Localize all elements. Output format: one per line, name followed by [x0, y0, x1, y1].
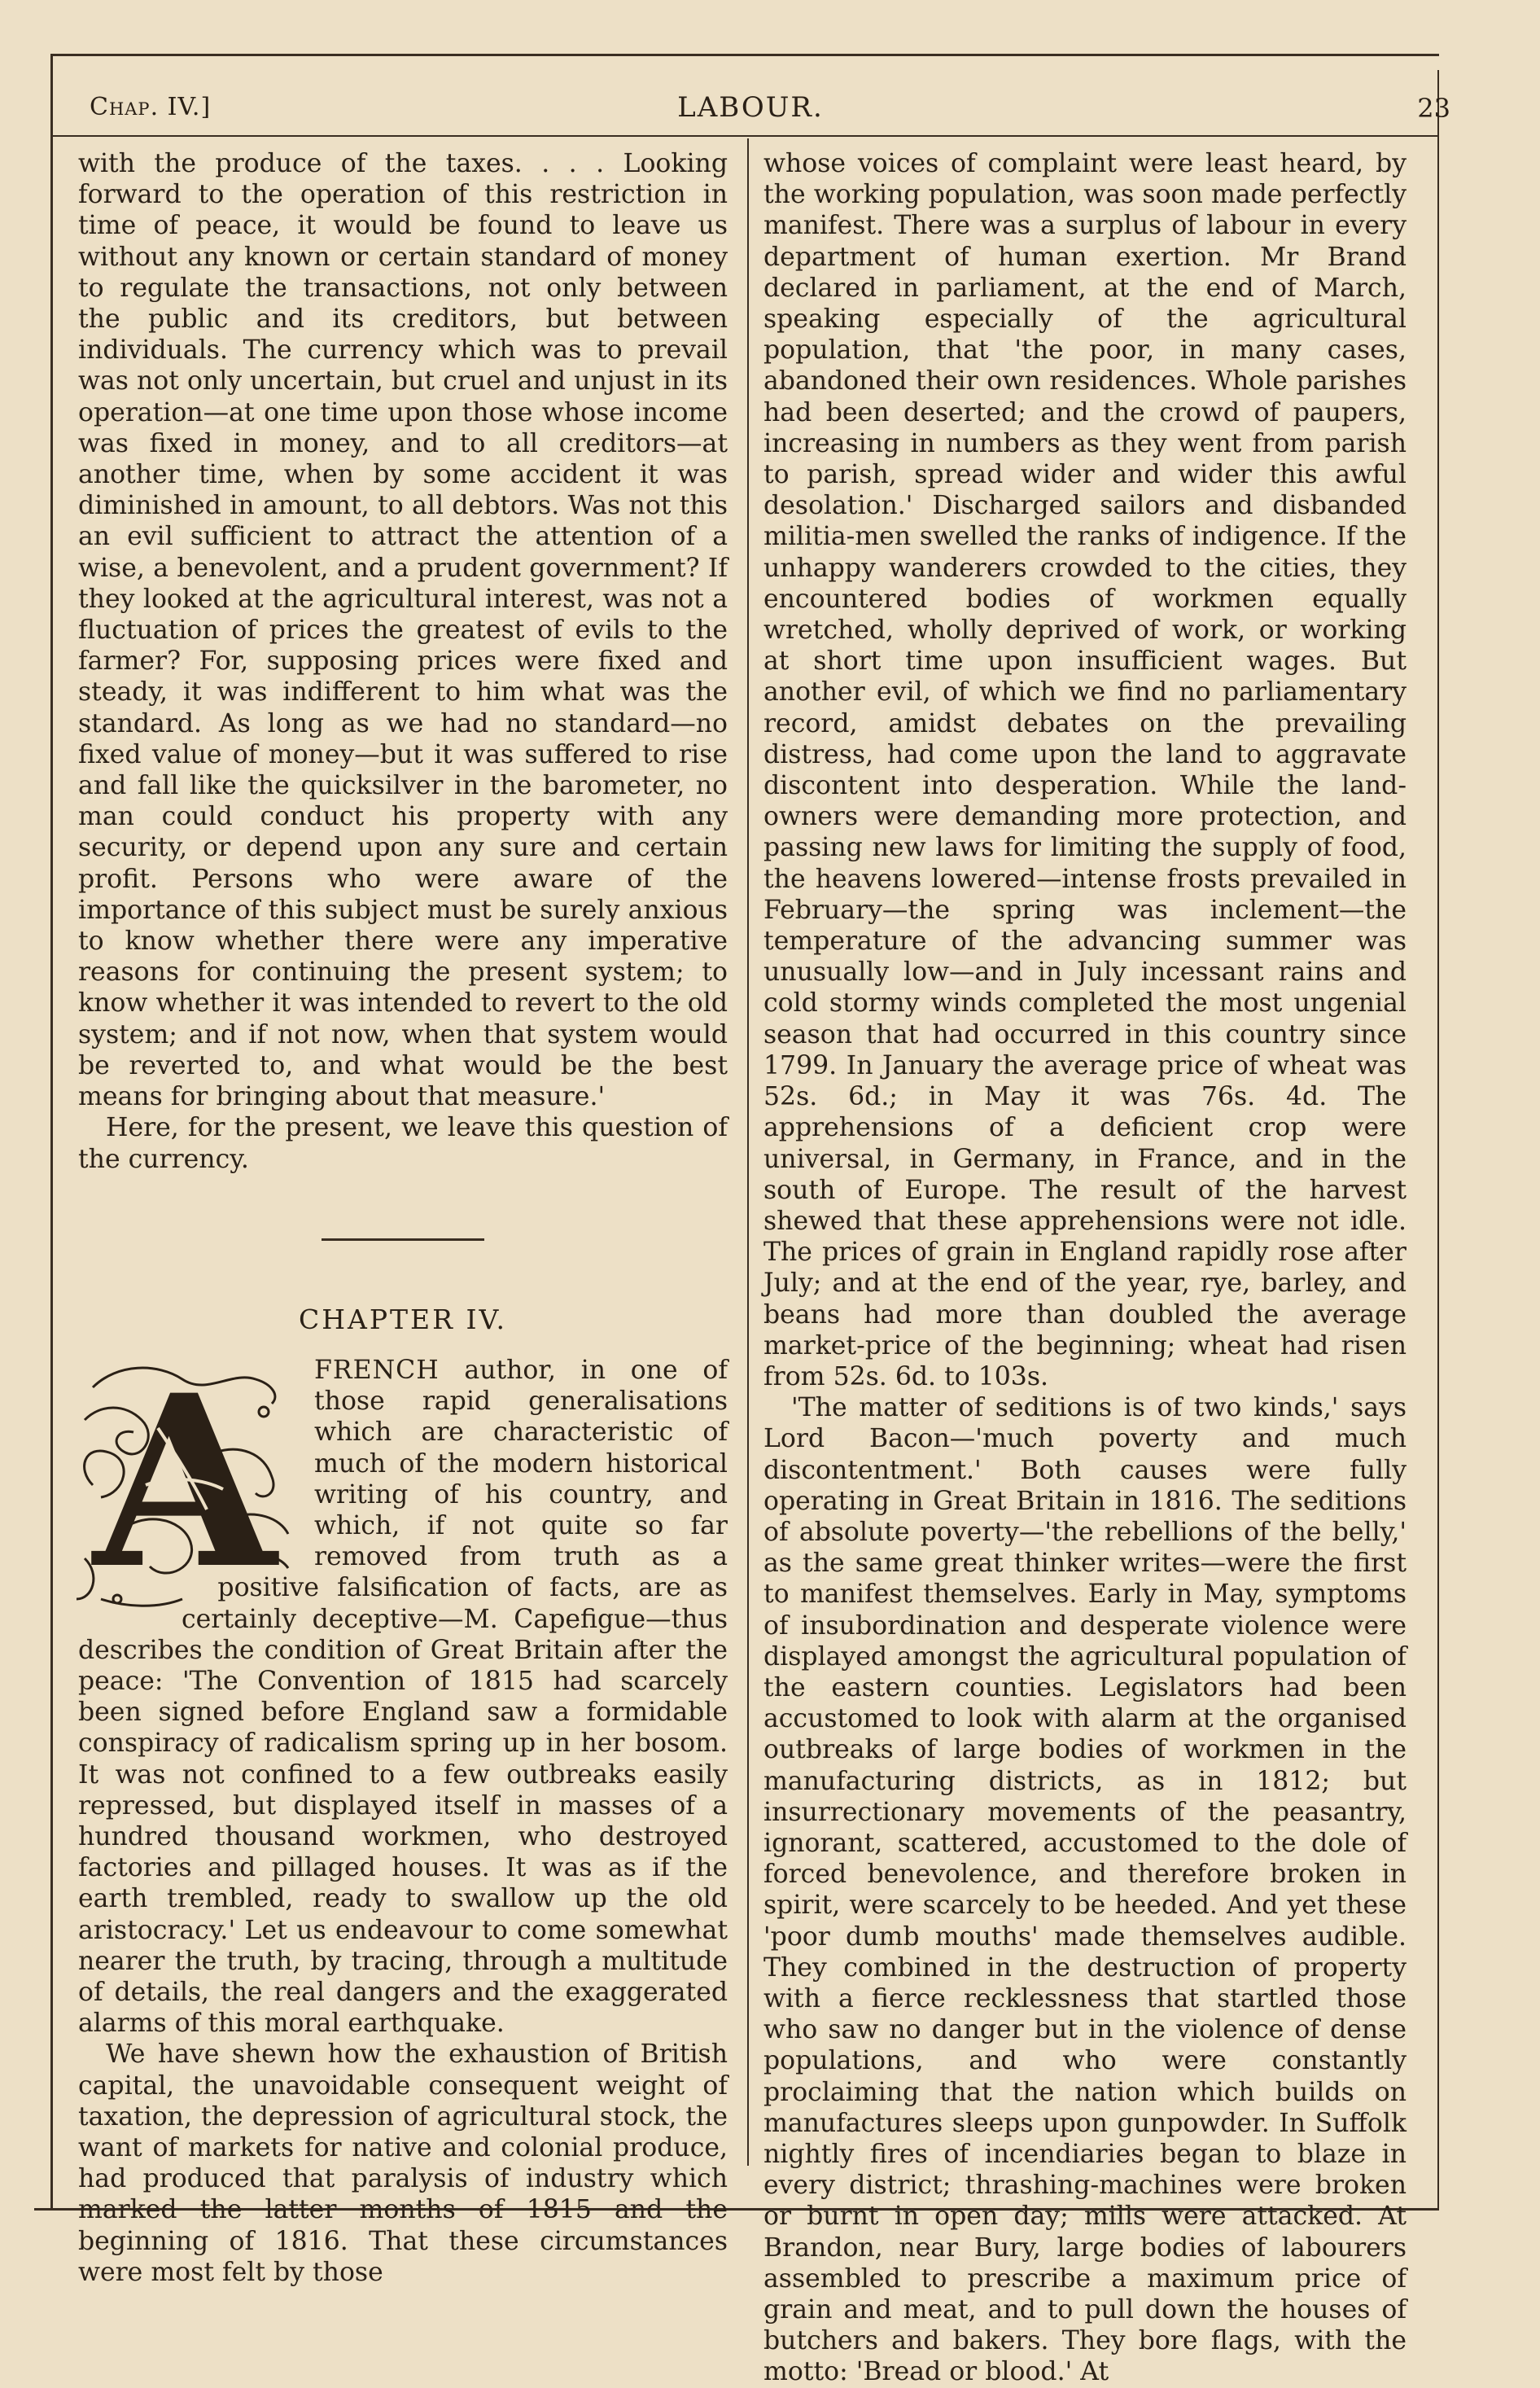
chapter-lead-words: FRENCH — [314, 1355, 440, 1385]
left-frame-rule — [50, 54, 53, 2210]
page-number: 23 — [1417, 93, 1450, 124]
chapter-heading: CHAPTER IV. — [298, 1303, 508, 1335]
header-rule — [50, 135, 1439, 137]
paragraph: Here, for the present, we leave this question of the currency. — [78, 1113, 728, 1174]
top-rule — [50, 54, 1439, 56]
left-column — [78, 148, 728, 2287]
column-divider — [747, 138, 749, 2166]
svg-text:A: A — [93, 1354, 277, 1617]
chapter-reference: Chap. IV.] — [90, 93, 212, 121]
chapter-opening-text: author, in one of those rapid generalisations which are characteristic of much of the modern historical writing of his country, and which, if not quite so far removed from truth as a positive falsification of facts, are as certainly deceptive—M. Capefigue—thus describes the condition of Great Britain after the peace: 'The Convention of 1815 had scarcely been signed before England saw a formidable conspiracy of radicalism spring up in her bosom. It was not confined to a few outbreaks easily repressed, but displayed itself in masses of a hundred thousand workmen, who destroyed factories and pillaged houses. It was as if the earth trembled, ready to swallow up the old aristocracy.' Let us endeavour to come somewhat nearer the truth, by tracing, through a multitude of details, the real dangers and the exaggerated alarms of this moral earthquake. — [78, 1355, 728, 2039]
paragraph: with the produce of the taxes. . . . Looking forward to the operation of this restriction in time of peace, it would be found to leave us without any known or certain standard of money to regulate the transactions, not only between the public and its creditors, but between individuals. The currency which was to prevail was not only uncertain, but cruel and unjust in its operation—at one time upon those whose income was fixed in money, and to all creditors—at another time, when by some accident it was diminished in amount, to all debtors. Was not this an evil sufficient to attract the attention of a wise, a benevolent, and a prudent government? If they looked at the agricultural interest, was not a fluctuation of prices the greatest of evils to the farmer? For, supposing prices were fixed and steady, it was indifferent to him what was the standard. As long as we had no standard—no fixed value of money—but it was suffered to rise and fall like the quicksilver in the barometer, no man could conduct his property with any security, or depend upon any sure and certain profit. Persons who were aware of the importance of this subject must be surely anxious to know whether there were any imperative reasons for continuing the present system; to know whether it was intended to revert to the old system; and if not now, when that system would be reverted to, and what would be the best means for bringing about that measure.' — [78, 149, 728, 1112]
paragraph: We have shewn how the exhaustion of British capital, the unavoidable consequent weight of taxation, the depression of agricultural stock, the want of markets for native and colonial produce, had produced that paralysis of industry which marked the latter months of 1815 and the beginning of 1816. That these circumstances were most felt by those — [78, 2040, 728, 2287]
chapter-opening-paragraph — [78, 1355, 728, 2039]
section-separator — [322, 1238, 484, 1241]
paragraph: 'The matter of seditions is of two kinds,' says Lord Bacon—'much poverty and much discontentment.' Both causes were fully operating in Great Britain in 1816. The seditions of absolute poverty—'the rebellions of the belly,' as the same great thinker writes—were the first to manifest themselves. Early in May, symptoms of insubordination and desperate violence were displayed amongst the agricultural population of the eastern counties. Legislators had been accustomed to look with alarm at the organised outbreaks of large bodies of workmen in the manufacturing districts, as in 1812; but insurrectionary movements of the peasantry, ignorant, scattered, accustomed to the dole of forced benevolence, and therefore broken in spirit, were scarcely to be heeded. And yet these 'poor dumb mouths' made themselves audible. They combined in the destruction of property with a fierce recklessness that startled those who saw no danger but in the violence of dense populations, and who were constantly proclaiming that the nation which builds on manufactures sleeps upon gunpowder. In Suffolk nightly fires of incendiaries began to blaze in every district; thrashing-machines were broken or burnt in open day; mills were attacked. At Brandon, near Bury, large bodies of labourers assembled to prescribe a maximum price of grain and meat, and to pull down the houses of butchers and bakers. They bore flags, with the motto: 'Bread or blood.' At — [763, 1393, 1407, 2387]
page-title: LABOUR. — [677, 91, 824, 124]
running-head — [50, 85, 1450, 134]
right-frame-rule — [1437, 70, 1439, 2210]
paragraph: whose voices of complaint were least heard, by the working population, was soon made perfectly manifest. There was a surplus of labour in every department of human exertion. Mr Brand declared in parliament, at the end of March, speaking especially of the agricultural population, that 'the poor, in many cases, abandoned their own residences. Whole parishes had been deserted; and the crowd of paupers, increasing in numbers as they went from parish to parish, spread wider and wider this awful desolation.' Discharged sailors and disbanded militia-men swelled the ranks of indigence. If the unhappy wanderers crowded to the cities, they encountered bodies of workmen equally wretched, wholly deprived of work, or working at short time upon insufficient wages. But another evil, of which we find no parliamentary record, amidst debates on the prevailing distress, had come upon the land to aggravate discontent into desperation. While the land-owners were demanding more protection, and passing new laws for limiting the supply of food, the heavens lowered—intense frosts prevailed in February—the spring was inclement—the temperature of the advancing summer was unusually low—and in July incessant rains and cold stormy winds completed the most ungenial season that had occurred in this country since 1799. In January the average price of wheat was 52s. 6d.; in May it was 76s. 4d. The apprehensions of a deficient crop were universal, in Germany, in France, and in the south of Europe. The result of the harvest shewed that these apprehensions were not idle. The prices of grain in England rapidly rose after July; and at the end of the year, rye, barley, and beans had more than doubled the average market-price of the beginning; wheat had risen from 52s. 6d. to 103s. — [763, 149, 1407, 1391]
right-column — [763, 148, 1407, 2387]
